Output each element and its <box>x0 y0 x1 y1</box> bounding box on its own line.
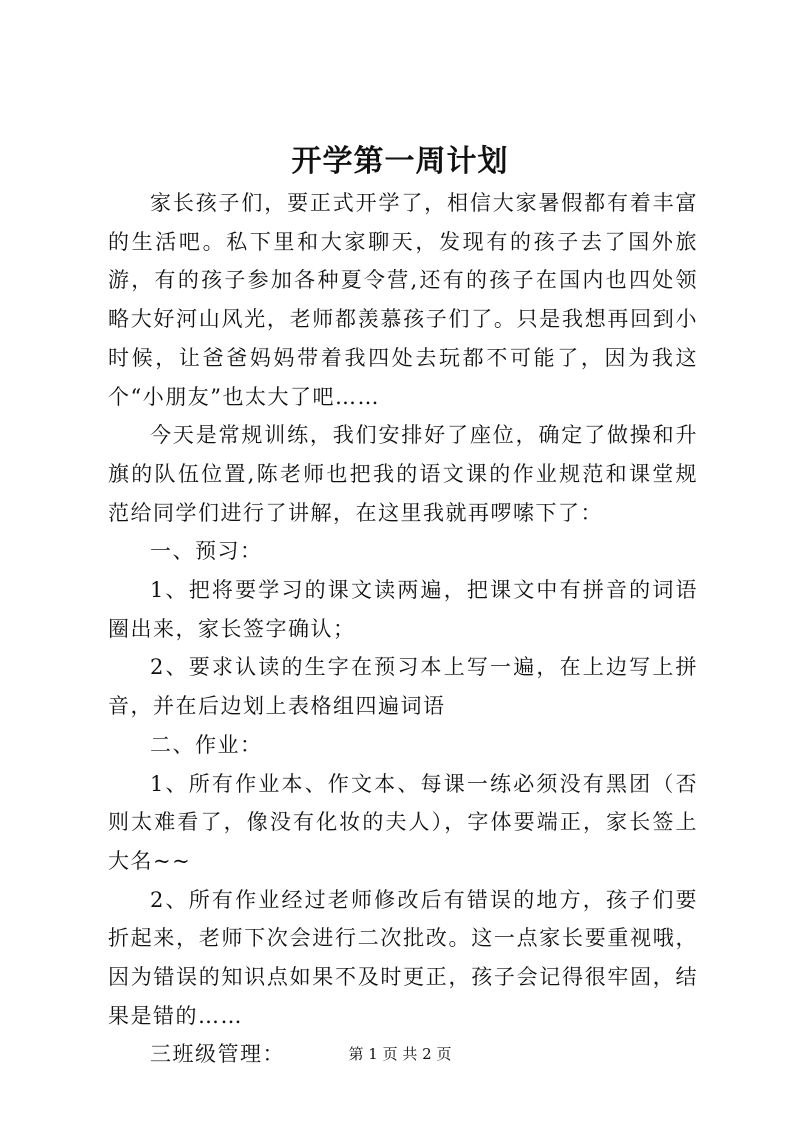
homework-item-2: 2、所有作业经过老师修改后有错误的地方，孩子们要折起来，老师下次会进行二次批改。这一点家长要重视哦，因为错误的知识点如果不及时更正，孩子会记得很牢固，结果是错的…… <box>108 887 698 1028</box>
page-footer: 第 1 页 共 2 页 <box>348 1045 452 1063</box>
homework-item-1: 1、所有作业本、作文本、每课一练必须没有黑团（否则太难看了，像没有化妆的夫人），字体要端正，家长签上大名~~ <box>108 771 698 873</box>
preview-item-2: 2、要求认读的生字在预习本上写一遍，在上边写上拼音，并在后边划上表格组四遍词语 <box>108 655 698 719</box>
preview-item-1: 1、把将要学习的课文读两遍，把课文中有拼音的词语圈出来，家长签字确认； <box>108 578 698 641</box>
section-heading-class-management: 三班级管理： <box>150 1042 285 1067</box>
section-heading-homework: 二、作业： <box>150 732 263 757</box>
paragraph-intro: 家长孩子们，要正式开学了，相信大家暑假都有着丰富的生活吧。私下里和大家聊天，发现有的孩子去了国外旅游，有的孩子参加各种夏令营,还有的孩子在国内也四处领略大好河山风光，老师都羡慕孩子们了。只是我想再回到小时候，让爸爸妈妈带着我四处去玩都不可能了，因为我这个“小朋友”也太大了吧…… <box>108 191 698 409</box>
paragraph-routine-training: 今天是常规训练，我们安排好了座位，确定了做操和升旗的队伍位置,陈老师也把我的语文课的作业规范和课堂规范给同学们进行了讲解，在这里我就再啰嗦下了： <box>108 423 698 525</box>
section-heading-preview: 一、预习： <box>150 539 263 564</box>
page-title: 开学第一周计划 <box>291 144 509 179</box>
document-body <box>108 184 698 1074</box>
